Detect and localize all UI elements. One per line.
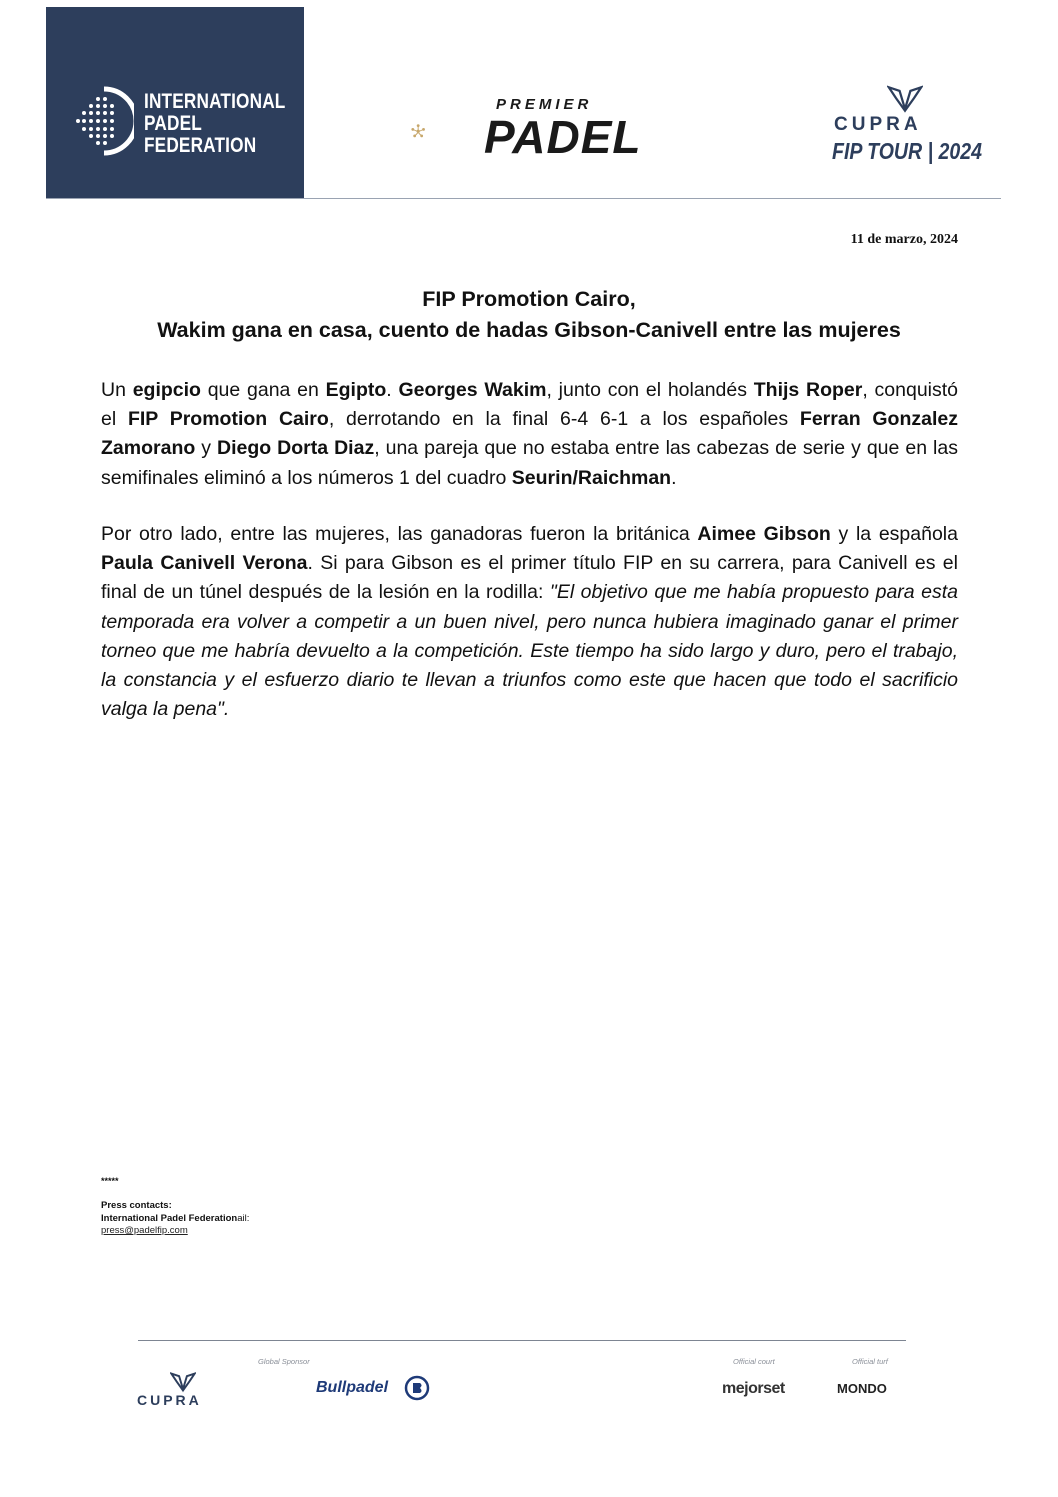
paragraph1-segment: FIP Promotion Cairo: [127, 408, 329, 431]
article-title: [100, 284, 958, 346]
paragraph1-segment: Ferran Gonzalez Zamorano: [101, 408, 958, 460]
footer-divider: [138, 1340, 906, 1341]
ipf-logo-text: [144, 91, 285, 157]
ipf-logo: [46, 7, 304, 199]
sponsor-cupra: CUPRA: [137, 1392, 202, 1408]
fip-tour-label: FIP TOUR | 2024: [832, 138, 982, 164]
paragraph2-segment: Aimee Gibson: [697, 523, 831, 545]
paragraph2-segment: Por otro lado, entre las mujeres, las ganadoras fueron la británica: [101, 523, 698, 545]
sponsor-bullpadel: Bullpadel: [316, 1379, 389, 1396]
paragraph1-segment: , conquistó el: [101, 379, 959, 431]
header-divider: [46, 198, 1001, 199]
sponsor-mondo: MONDO: [837, 1381, 887, 1396]
contacts-email-link[interactable]: press@padelfip.com: [101, 1225, 188, 1236]
paragraph1-segment: egipcio: [132, 379, 201, 401]
sponsor-mejorset: mejorset: [722, 1380, 785, 1397]
press-date: 11 de marzo, 2024: [850, 232, 958, 247]
paragraph1-segment: , junto con el holandés: [546, 379, 754, 401]
paragraph-2: [101, 520, 958, 724]
cupra-brand: CUPRA: [834, 114, 922, 135]
official-court-label: Official court: [733, 1357, 775, 1366]
contacts-org: International Padel Federation: [101, 1212, 238, 1224]
title-line-2: Wakim gana en casa, cuento de hadas Gibson-Canivell entre las mujeres: [157, 318, 901, 342]
paragraph2-segment: y la española: [830, 523, 958, 545]
paragraph2-segment: . Si para Gibson es el primer título FIP en su carrera, para Canivell es el final de un túnel después de la lesión en la rodilla:: [101, 552, 958, 604]
ipf-logo-line: FEDERATION: [144, 134, 257, 157]
ipf-logo-line: PADEL: [144, 112, 202, 135]
paragraph2-segment: "El objetivo que me había propuesto para esta temporada era volver a competir a un buen nivel, pero nunca hubiera imaginado ganar el primer torneo que me habría devuelto a la competición. Este tiempo ha sido largo y duro, pero el trabajo, la constancia y el esfuerzo diario te llevan a triunfos como este que hacen que todo el sacrificio valga la pena".: [101, 581, 958, 721]
cupra-sponsor-icon: [170, 1371, 196, 1393]
paragraph-1: [101, 376, 958, 493]
paragraph1-segment: que gana en: [200, 379, 326, 401]
press-contacts: [101, 1200, 249, 1238]
global-sponsor-label: Global Sponsor: [258, 1357, 310, 1366]
paragraph1-segment: Egipto: [325, 379, 387, 401]
cupra-logo-icon: [887, 85, 923, 113]
paragraph1-segment: Diego Dorta Diaz: [217, 437, 375, 460]
paragraph1-segment: , derrotando en la final 6-4 6-1 a los españoles: [328, 408, 800, 431]
padel-ball-icon: [74, 85, 134, 157]
premier-label: PREMIER: [496, 96, 593, 113]
contacts-heading: Press contacts:: [101, 1200, 172, 1211]
contacts-org-suffix: ail:: [237, 1212, 250, 1224]
bullpadel-badge-icon: [404, 1375, 430, 1401]
paragraph1-segment: Un: [101, 379, 133, 401]
official-turf-label: Official turf: [852, 1357, 888, 1366]
paragraph1-segment: y: [195, 437, 218, 460]
title-line-1: FIP Promotion Cairo,: [422, 287, 636, 311]
header: [0, 0, 1058, 205]
paragraph1-segment: Seurin/Raichman: [511, 466, 672, 489]
paragraph1-segment: Georges Wakim: [398, 379, 547, 401]
paragraph1-segment: Thijs Roper: [753, 379, 863, 401]
paragraph1-segment: .: [386, 379, 399, 401]
premier-padel-flower-icon: [410, 100, 480, 165]
paragraph1-segment: , una pareja que no estaba entre las cabezas de serie y que en las semifinales eliminó a los números 1 del cuadro: [101, 437, 958, 489]
paragraph2-segment: Paula Canivell Verona: [101, 552, 308, 575]
ipf-logo-line: INTERNATIONAL: [144, 90, 286, 113]
separator-stars: *****: [101, 1176, 119, 1186]
padel-label: PADEL: [484, 111, 642, 163]
paragraph1-segment: .: [671, 466, 677, 489]
